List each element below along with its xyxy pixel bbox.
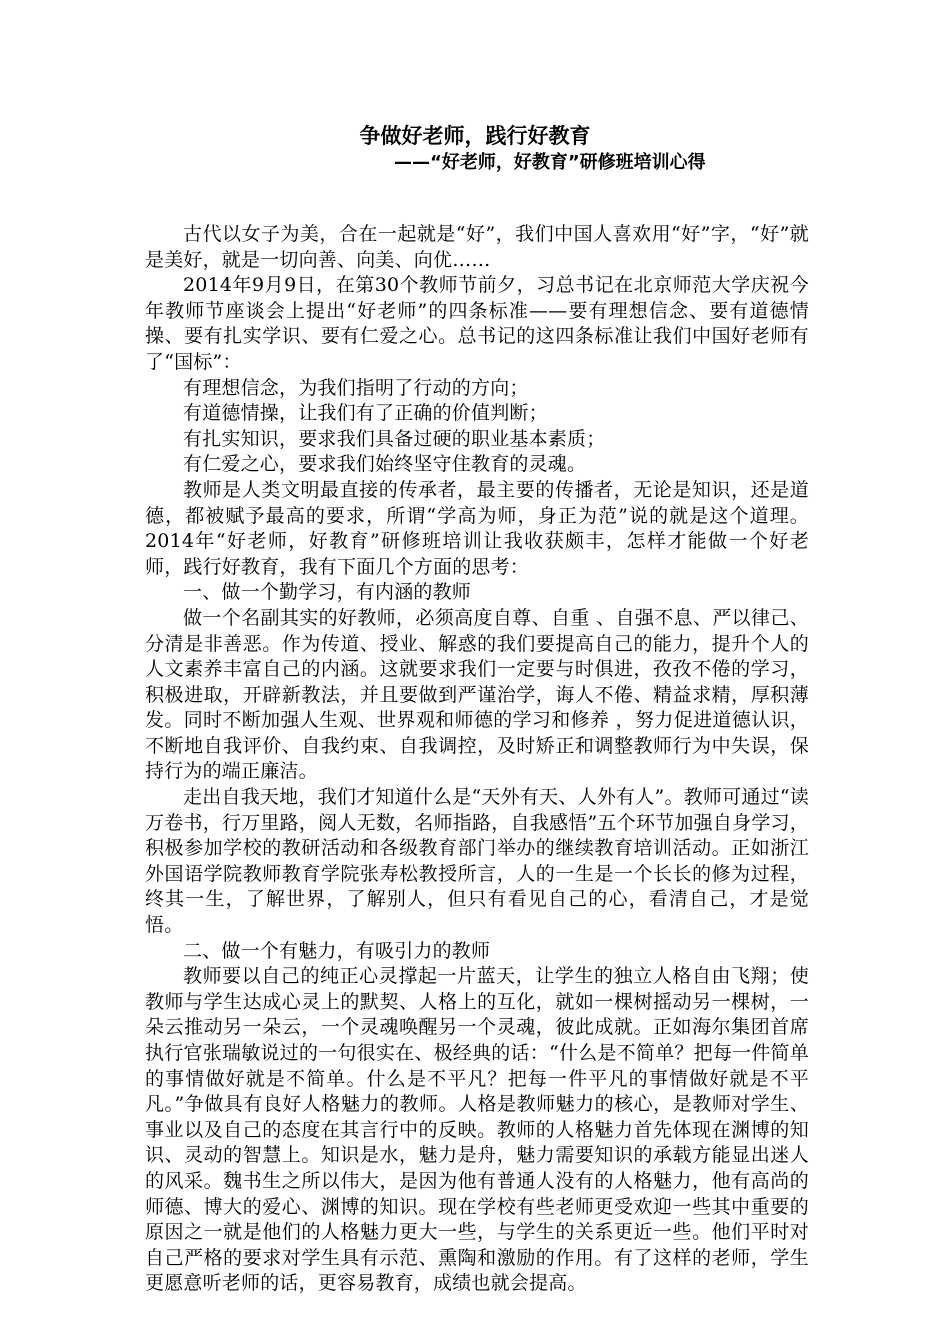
paragraph-standard-1: 有理想信念，为我们指明了行动的方向； — [183, 376, 529, 399]
section-heading-2: 二、做一个有魅力，有吸引力的教师 — [183, 939, 491, 962]
section-heading-1: 一、做一个勤学习，有内涵的教师 — [183, 581, 472, 604]
paragraph-section-1-b: 走出自我天地，我们才知道什么是“天外有天、人外有人”。教师可通过“读万卷书，行万里路，阅人无数，名师指路，自我感悟”五个环节加强自身学习，积极参加学校的教研活动和各级教育部门举办的继续教育培训活动。正如浙江外国语学院教师教育学院张寿松教授所言，人的一生是一个长长的修为过程，终其一生，了解世界，了解别人，但只有看见自己的心，看清自己，才是觉悟。 — [145, 786, 809, 937]
paragraph-standard-3: 有扎实知识，要求我们具备过硬的职业基本素质； — [183, 427, 606, 450]
paragraph-standard-2: 有道德情操，让我们有了正确的价值判断； — [183, 402, 548, 425]
paragraph-intro: 古代以女子为美，合在一起就是“好”，我们中国人喜欢用“好”字，“好”就是美好，就是一切向善、向美、向优…… — [145, 223, 809, 271]
document-subtitle: ——“好老师，好教育”研修班培训心得 — [394, 152, 706, 173]
paragraph-section-1-a: 做一个名副其实的好教师，必须高度自尊、自重 、自强不息、严以律己、分清是非善恶。作为传道、授业、解惑的我们要提高自己的能力，提升个人的人文素养丰富自己的内涵。这就要求我们一定要与时俱进，孜孜不倦的学习，积极进取，开辟新教法，并且要做到严谨治学，诲人不倦、精益求精，厚积薄发。同时不断加强人生观、世界观和师德的学习和修养 ，努力促进道德认识，不断地自我评价、自我约束、自我调控，及时矫正和调整教师行为中失误，保持行为的端正廉洁。 — [145, 606, 809, 783]
paragraph-section-2-a: 教师要以自己的纯正心灵撑起一片蓝天，让学生的独立人格自由飞翔；使教师与学生达成心灵上的默契、人格上的互化，就如一棵树摇动另一棵树，一朵云推动另一朵云，一个灵魂唤醒另一个灵魂，彼此成就。正如海尔集团首席执行官张瑞敏说过的一句很实在、极经典的话：“什么是不简单？把每一件简单的事情做好就是不简单。什么是不平凡？把每一件平凡的事情做好就是不平凡。”争做具有良好人格魅力的教师。人格是教师魅力的核心，是教师对学生、事业以及自己的态度在其言行中的反映。教师的人格魅力首先体现在渊博的知识、灵动的智慧上。知识是水，魅力是舟，魅力需要知识的承载方能显出迷人的风采。魏书生之所以伟大，是因为他有普通人没有的人格魅力，他有高尚的师德、博大的爱心、渊博的知识。现在学校有些老师更受欢迎一些其中重要的原因之一就是他们的人格魅力更大一些，与学生的关系更近一些。他们平时对自己严格的要求对学生具有示范、熏陶和激励的作用。有了这样的老师，学生更愿意听老师的话，更容易教育，成绩也就会提高。 — [145, 965, 809, 1295]
paragraph-standards: 2014年9月9日，在第30个教师节前夕，习总书记在北京师范大学庆祝今年教师节座谈会上提出“好老师”的四条标准——要有理想信念、要有道德情操、要有扎实学识、要有仁爱之心。总书记的这四条标准让我们中国好老师有了“国标”： — [145, 274, 809, 373]
paragraph-teacher-role: 教师是人类文明最直接的传承者，最主要的传播者，无论是知识，还是道德，都被赋予最高的要求，所谓“学高为师，身正为范”说的就是这个道理。2014年“好老师，好教育”研修班培训让我收获颇丰，怎样才能做一个好老师，践行好教育，我有下面几个方面的思考： — [145, 478, 809, 578]
document-body — [145, 222, 809, 1297]
paragraph-standard-4: 有仁爱之心，要求我们始终坚守住教育的灵魂。 — [183, 453, 587, 476]
document-title: 争做好老师，践行好教育 — [359, 124, 591, 148]
